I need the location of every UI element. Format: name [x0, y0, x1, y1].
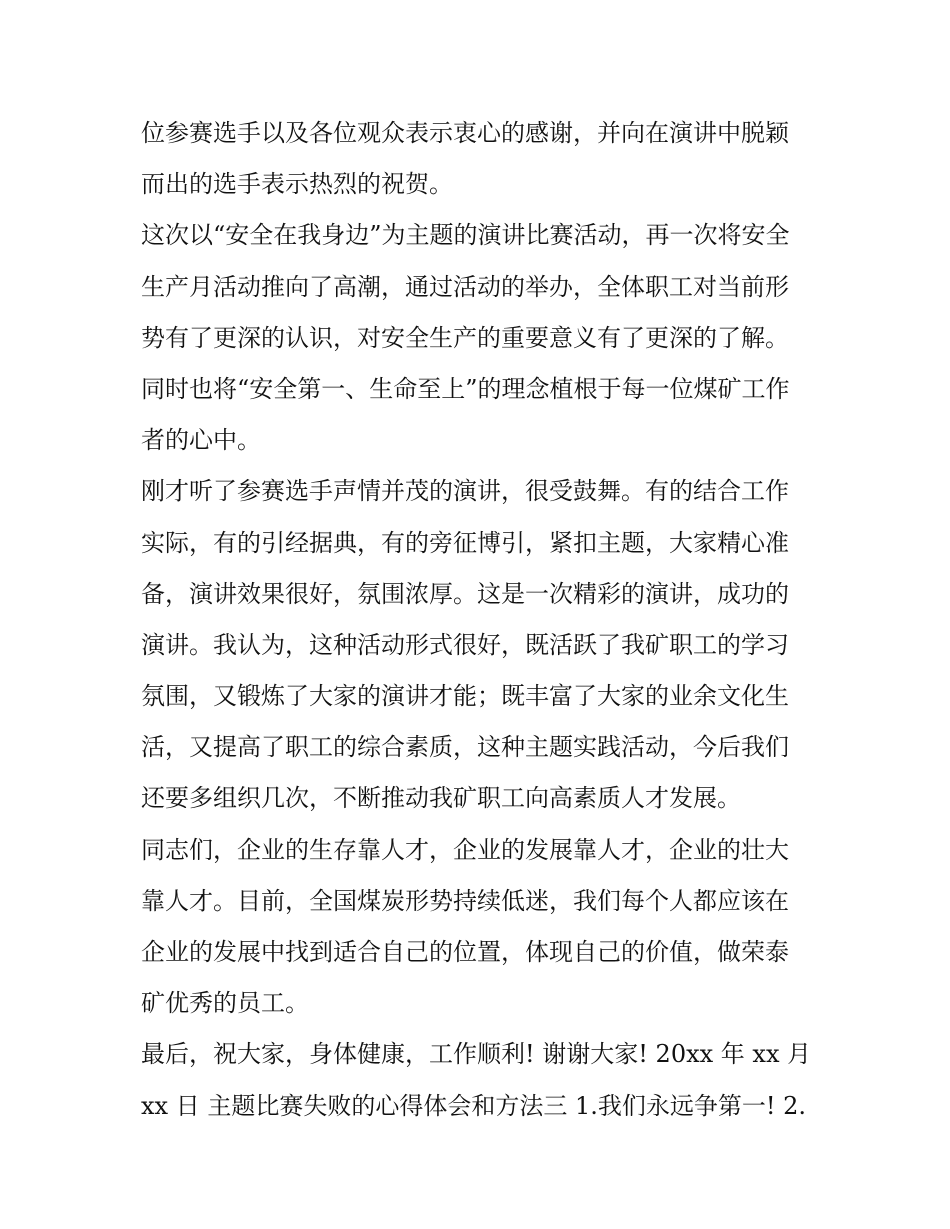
text-line: 演讲。我认为，这种活动形式很好，既活跃了我矿职工的学习 — [141, 630, 789, 659]
text-line: xx 日 主题比赛失败的心得体会和方法三 1.我们永远争第一! 2. — [141, 1091, 807, 1120]
document-body — [141, 108, 821, 1132]
text-line: 刚才听了参赛选手声情并茂的演讲，很受鼓舞。有的结合工作 — [141, 477, 789, 506]
text-line: 靠人才。目前，全国煤炭形势持续低迷，我们每个人都应该在 — [141, 886, 789, 915]
text-line: 备，演讲效果很好，氛围浓厚。这是一次精彩的演讲，成功的 — [141, 579, 789, 608]
text-line: 氛围，又锻炼了大家的演讲才能；既丰富了大家的业余文化生 — [141, 682, 789, 711]
text-line: 实际，有的引经据典，有的旁征博引，紧扣主题，大家精心准 — [141, 528, 789, 557]
text-line: 最后，祝大家，身体健康，工作顺利! 谢谢大家! 20xx 年 xx 月 — [141, 1040, 812, 1069]
text-line: 位参赛选手以及各位观众表示衷心的感谢，并向在演讲中脱颖 — [141, 119, 789, 147]
text-line: 还要多组织几次，不断推动我矿职工向高素质人才发展。 — [141, 784, 741, 813]
text-line: 者的心中。 — [141, 426, 261, 455]
text-line: 矿优秀的员工。 — [141, 989, 309, 1018]
text-line: 势有了更深的认识，对安全生产的重要意义有了更深的了解。 — [141, 323, 789, 352]
text-line: 同志们，企业的生存靠人才，企业的发展靠人才，企业的壮大 — [141, 835, 789, 864]
text-line: 企业的发展中找到适合自己的位置，体现自己的价值，做荣泰 — [141, 938, 789, 966]
text-line: 同时也将“安全第一、生命至上”的理念植根于每一位煤矿工作 — [141, 374, 790, 403]
text-line: 生产月活动推向了高潮，通过活动的举办，全体职工对当前形 — [141, 272, 789, 301]
text-line: 这次以“安全在我身边”为主题的演讲比赛活动，再一次将安全 — [141, 221, 790, 250]
text-line: 活，又提高了职工的综合素质，这种主题实践活动，今后我们 — [141, 733, 789, 762]
text-line: 而出的选手表示热烈的祝贺。 — [141, 170, 453, 199]
